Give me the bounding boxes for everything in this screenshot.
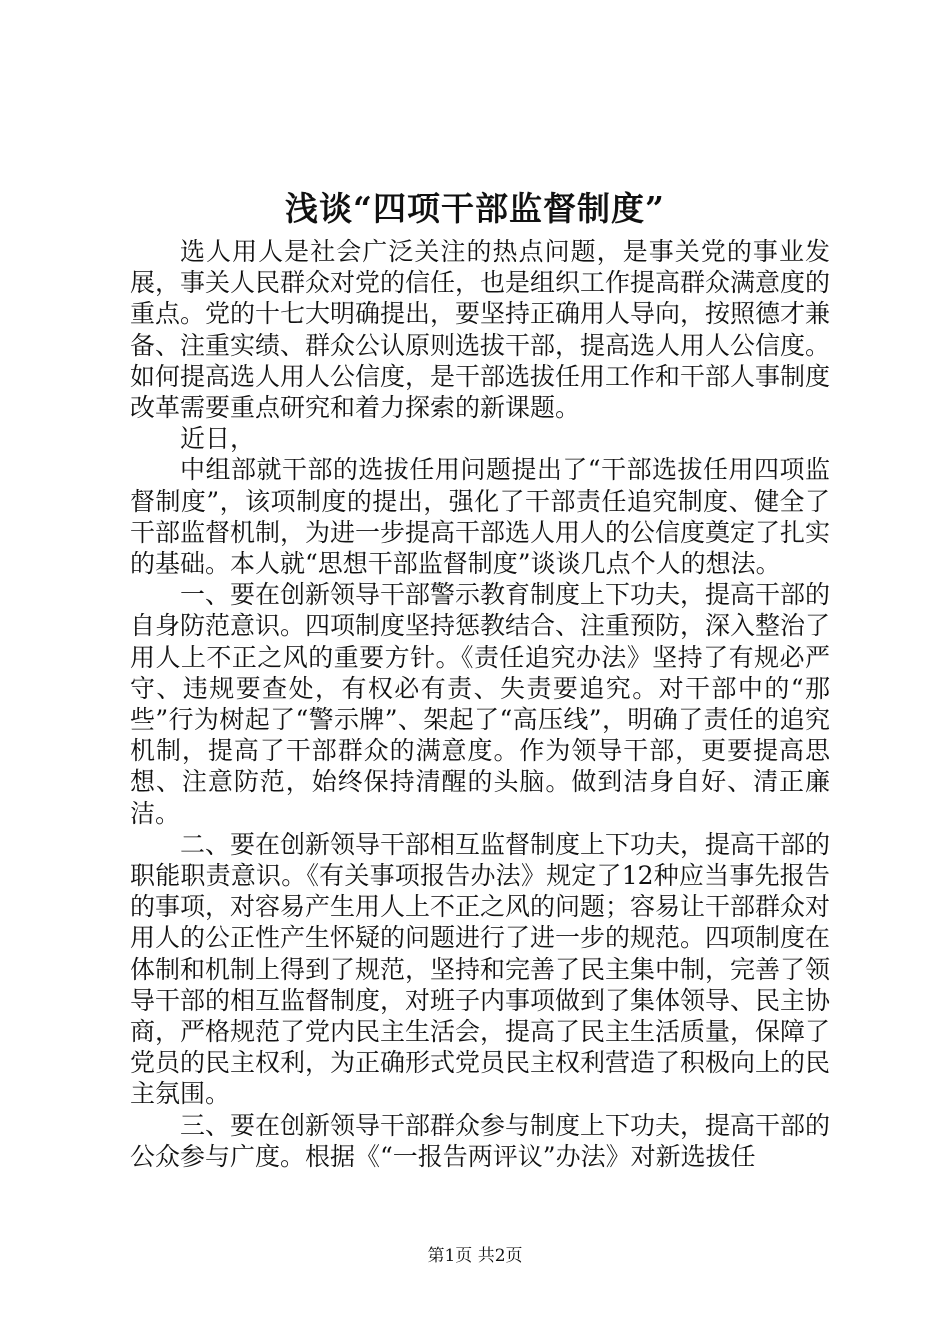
paragraph-intro: 选人用人是社会广泛关注的热点问题，是事关党的事业发展，事关人民群众对党的信任，也是组织工作提高群众满意度的重点。党的十七大明确提出，要坚持正确用人导向，按照德才兼备、注重实绩、群众公认原则选拔干部，提高选人用人公信度。如何提高选人用人公信度，是干部选拔任用工作和干部人事制度改革需要重点研究和着力探索的新课题。 — [130, 237, 831, 423]
document-body — [130, 236, 830, 1172]
paragraph-point-two: 二、要在创新领导干部相互监督制度上下功夫，提高干部的职能职责意识。《有关事项报告办法》规定了12种应当事先报告的事项，对容易产生用人上不正之风的问题；容易让干部群众对用人的公正性产生怀疑的问题进行了进一步的规范。四项制度在体制和机制上得到了规范，坚持和完善了民主集中制，完善了领导干部的相互监督制度，对班子内事项做到了集体领导、民主协商，严格规范了党内民主生活会，提高了民主生活质量，保障了党员的民主权利，为正确形式党员民主权利营造了积极向上的民主氛围。 — [130, 829, 831, 1109]
paragraph-point-one: 一、要在创新领导干部警示教育制度上下功夫，提高干部的自身防范意识。四项制度坚持惩教结合、注重预防，深入整治了用人上不正之风的重要方针。《责任追究办法》坚持了有规必严守、违规要查处，有权必有责、失责要追究。对干部中的“那些”行为树起了“警示牌”、架起了“高压线”，明确了责任的追究机制，提高了干部群众的满意度。作为领导干部，更要提高思想、注意防范，始终保持清醒的头脑。做到洁身自好、清正廉洁。 — [130, 580, 831, 828]
paragraph-central-organization: 中组部就干部的选拔任用问题提出了“干部选拔任用四项监督制度”，该项制度的提出，强化了干部责任追究制度、健全了干部监督机制，为进一步提高干部选人用人的公信度奠定了扎实的基础。本人就“思想干部监督制度”谈谈几点个人的想法。 — [130, 455, 831, 579]
document-title: 浅谈“四项干部监督制度” — [285, 189, 665, 228]
paragraph-point-three: 三、要在创新领导干部群众参与制度上下功夫，提高干部的公众参与广度。根据《“一报告两评议”办法》对新选拔任 — [130, 1110, 831, 1171]
paragraph-recently: 近日， — [180, 424, 256, 454]
page-number-footer: 第1页 共2页 — [427, 1246, 523, 1266]
